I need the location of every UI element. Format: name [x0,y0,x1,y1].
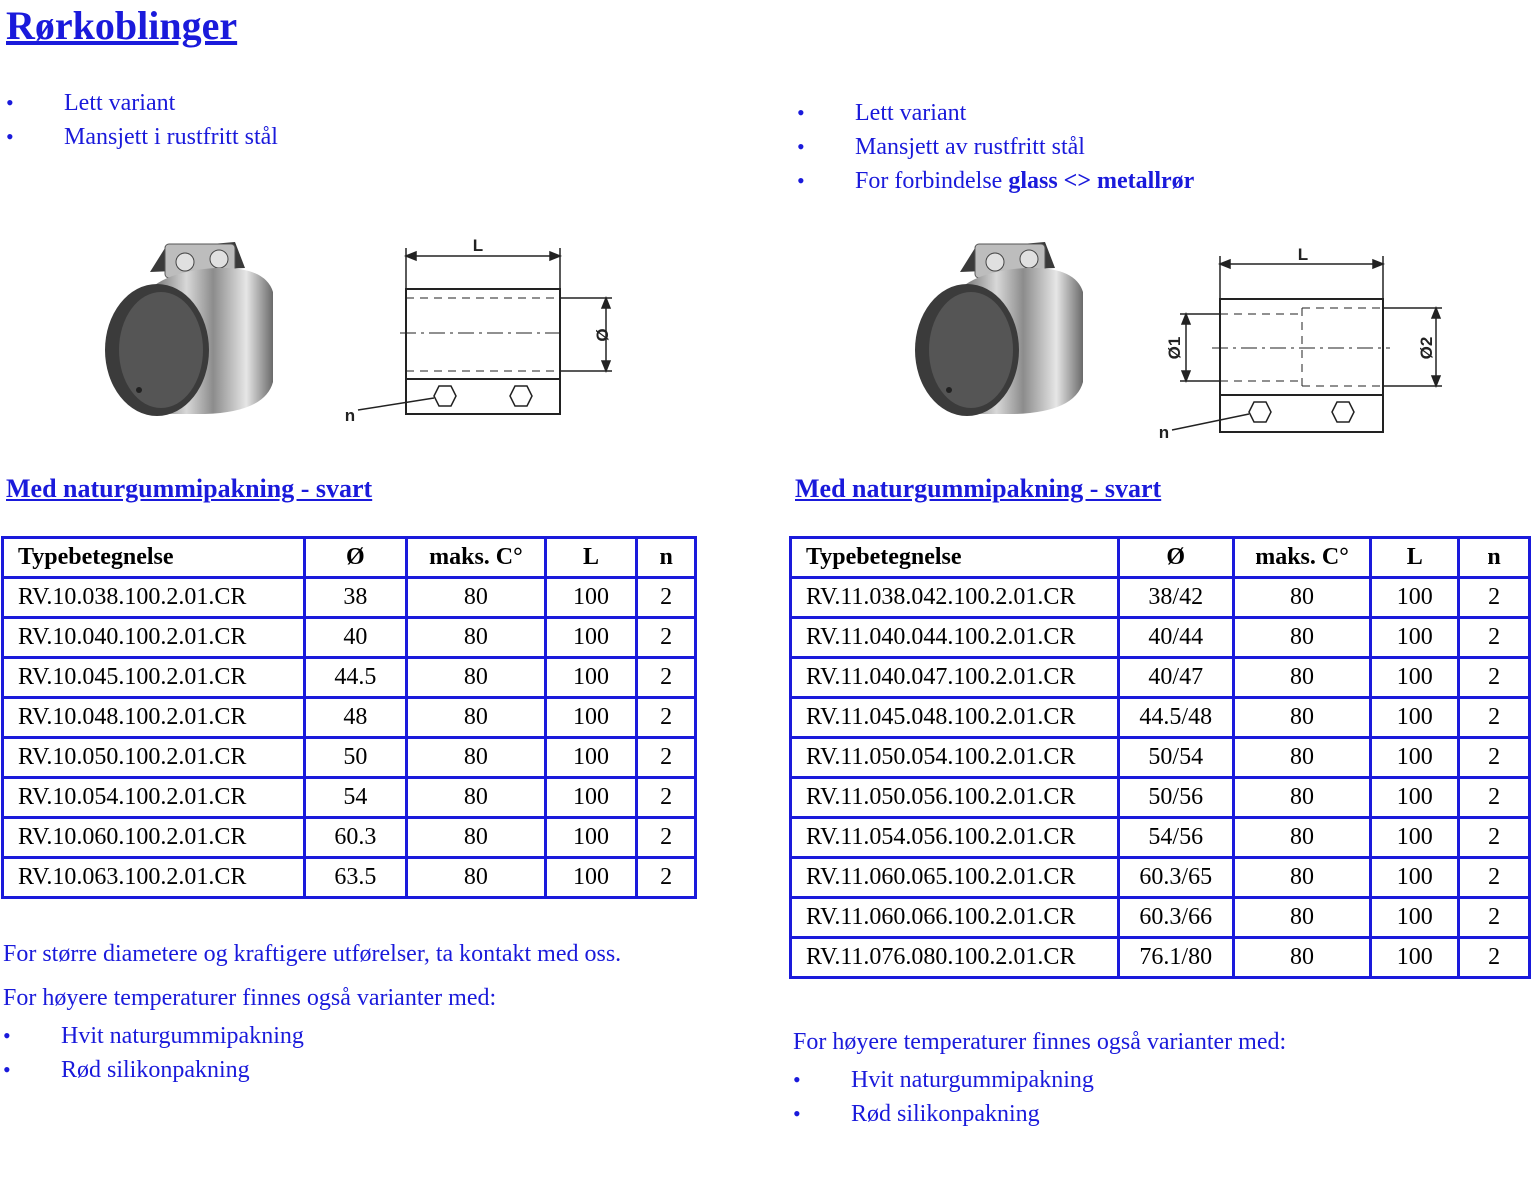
bullet-icon: • [6,90,14,115]
table-row [791,658,1530,698]
table-cell: 2 [637,618,696,658]
table-cell: RV.10.050.100.2.01.CR [3,738,305,778]
table-cell: 80 [407,818,545,858]
table-cell: 40 [304,618,407,658]
screw-count-label: n [344,406,356,425]
table-cell: 100 [545,618,637,658]
bullet-icon: • [797,100,805,125]
table-cell: 80 [1233,938,1371,978]
table-cell: RV.11.050.054.100.2.01.CR [791,738,1119,778]
table-row [791,698,1530,738]
table-row [791,898,1530,938]
bullet-icon: • [6,124,14,149]
column-header: Typebetegnelse [3,538,305,578]
table-cell: 80 [1233,698,1371,738]
table-row [3,858,696,898]
table-header-row [791,538,1530,578]
table-cell: RV.10.048.100.2.01.CR [3,698,305,738]
table-cell: 2 [1459,938,1530,978]
column-header: Ø [1118,538,1233,578]
right-subheading: Med naturgummipakning - svart [795,474,1162,503]
table-cell: RV.11.050.056.100.2.01.CR [791,778,1119,818]
column-header: maks. C° [407,538,545,578]
table-row [3,618,696,658]
table-row [3,778,696,818]
table-cell: 60.3/66 [1118,898,1233,938]
table-cell: 40/47 [1118,658,1233,698]
table-cell: RV.11.038.042.100.2.01.CR [791,578,1119,618]
table-cell: 2 [637,658,696,698]
table-cell: RV.11.045.048.100.2.01.CR [791,698,1119,738]
table-cell: 100 [1371,818,1459,858]
table-cell: 80 [407,698,545,738]
table-cell: 76.1/80 [1118,938,1233,978]
table-row [791,818,1530,858]
table-cell: RV.10.038.100.2.01.CR [3,578,305,618]
table-cell: 2 [1459,658,1530,698]
table-cell: 50 [304,738,407,778]
column-header: L [1371,538,1459,578]
table-cell: 100 [1371,738,1459,778]
table-cell: 2 [1459,898,1530,938]
table-cell: 2 [637,778,696,818]
table-cell: 38 [304,578,407,618]
table-cell: 2 [1459,578,1530,618]
bullet-icon: • [3,1023,11,1048]
temperature-note: For høyere temperaturer finnes også varianter med: [3,985,497,1011]
table-row [791,778,1530,818]
table-header-row [3,538,696,578]
table-row [3,818,696,858]
table-cell: RV.11.076.080.100.2.01.CR [791,938,1119,978]
table-row [3,578,696,618]
pipe-coupling-photo [95,232,285,424]
table-cell: 80 [1233,618,1371,658]
table-cell: 100 [545,818,637,858]
table-row [791,858,1530,898]
column-header: maks. C° [1233,538,1371,578]
table-cell: 100 [1371,778,1459,818]
table-cell: RV.10.060.100.2.01.CR [3,818,305,858]
column-header: n [637,538,696,578]
table-row [3,698,696,738]
table-row [791,618,1530,658]
table-row [3,738,696,778]
right-spec-table [789,536,1531,979]
table-cell: RV.10.063.100.2.01.CR [3,858,305,898]
table-cell: 80 [1233,818,1371,858]
table-cell: 2 [637,818,696,858]
table-row [3,658,696,698]
table-cell: 80 [407,618,545,658]
screw-count-label: n [1158,423,1170,442]
table-cell: 38/42 [1118,578,1233,618]
table-cell: 80 [1233,898,1371,938]
bullet-icon: • [797,134,805,159]
bullet-icon: • [793,1067,801,1092]
table-cell: 80 [407,858,545,898]
table-cell: RV.11.060.065.100.2.01.CR [791,858,1119,898]
temperature-note: For høyere temperaturer finnes også varianter med: [793,1029,1287,1055]
table-cell: 100 [545,858,637,898]
left-dimension-drawing [340,232,630,428]
table-cell: 63.5 [304,858,407,898]
table-cell: 54/56 [1118,818,1233,858]
table-cell: 2 [1459,738,1530,778]
table-cell: 80 [1233,578,1371,618]
table-cell: RV.11.040.047.100.2.01.CR [791,658,1119,698]
table-cell: 2 [637,698,696,738]
table-cell: 2 [637,858,696,898]
left-spec-table [1,536,697,899]
bullet-icon: • [793,1101,801,1126]
table-cell: 2 [1459,858,1530,898]
bullet-icon: • [797,168,805,193]
table-cell: 100 [1371,858,1459,898]
right-dimension-drawing [1150,238,1450,448]
table-cell: 2 [1459,698,1530,738]
table-cell: 80 [1233,858,1371,898]
page-title: Rørkoblinger [6,3,238,48]
table-cell: RV.11.054.056.100.2.01.CR [791,818,1119,858]
left-subheading: Med naturgummipakning - svart [6,474,373,503]
table-cell: 100 [1371,578,1459,618]
table-cell: 80 [407,578,545,618]
column-header: L [545,538,637,578]
table-cell: RV.10.054.100.2.01.CR [3,778,305,818]
table-cell: 2 [1459,818,1530,858]
table-cell: 54 [304,778,407,818]
contact-note: For større diametere og kraftigere utførelser, ta kontakt med oss. [3,941,622,967]
table-cell: RV.10.045.100.2.01.CR [3,658,305,698]
diameter-label: Ø [593,328,612,342]
length-label: L [472,236,484,255]
table-cell: RV.11.040.044.100.2.01.CR [791,618,1119,658]
table-cell: 80 [1233,778,1371,818]
table-cell: 2 [1459,778,1530,818]
bullet-icon: • [3,1057,11,1082]
inner-diameter-label: Ø1 [1165,336,1184,360]
table-cell: 100 [1371,898,1459,938]
table-cell: RV.10.040.100.2.01.CR [3,618,305,658]
table-cell: 80 [407,658,545,698]
table-cell: 100 [1371,698,1459,738]
column-header: n [1459,538,1530,578]
table-cell: 80 [1233,658,1371,698]
length-label: L [1297,245,1309,264]
table-cell: 80 [1233,738,1371,778]
table-cell: 44.5/48 [1118,698,1233,738]
table-cell: 50/54 [1118,738,1233,778]
table-cell: 100 [545,698,637,738]
table-cell: 100 [545,578,637,618]
table-row [791,578,1530,618]
table-cell: 40/44 [1118,618,1233,658]
table-cell: 100 [545,778,637,818]
table-cell: 2 [1459,618,1530,658]
table-row [791,738,1530,778]
table-cell: 100 [1371,938,1459,978]
table-cell: 100 [1371,658,1459,698]
table-cell: 100 [1371,618,1459,658]
table-cell: 60.3 [304,818,407,858]
table-cell: 2 [637,578,696,618]
outer-diameter-label: Ø2 [1417,336,1436,360]
table-cell: 100 [545,658,637,698]
table-cell: 44.5 [304,658,407,698]
column-header: Ø [304,538,407,578]
table-cell: 60.3/65 [1118,858,1233,898]
table-cell: 100 [545,738,637,778]
table-cell: RV.11.060.066.100.2.01.CR [791,898,1119,938]
table-cell: 2 [637,738,696,778]
table-cell: 80 [407,738,545,778]
table-cell: 50/56 [1118,778,1233,818]
table-row [791,938,1530,978]
table-cell: 48 [304,698,407,738]
column-header: Typebetegnelse [791,538,1119,578]
pipe-coupling-photo [905,232,1095,424]
table-cell: 80 [407,778,545,818]
